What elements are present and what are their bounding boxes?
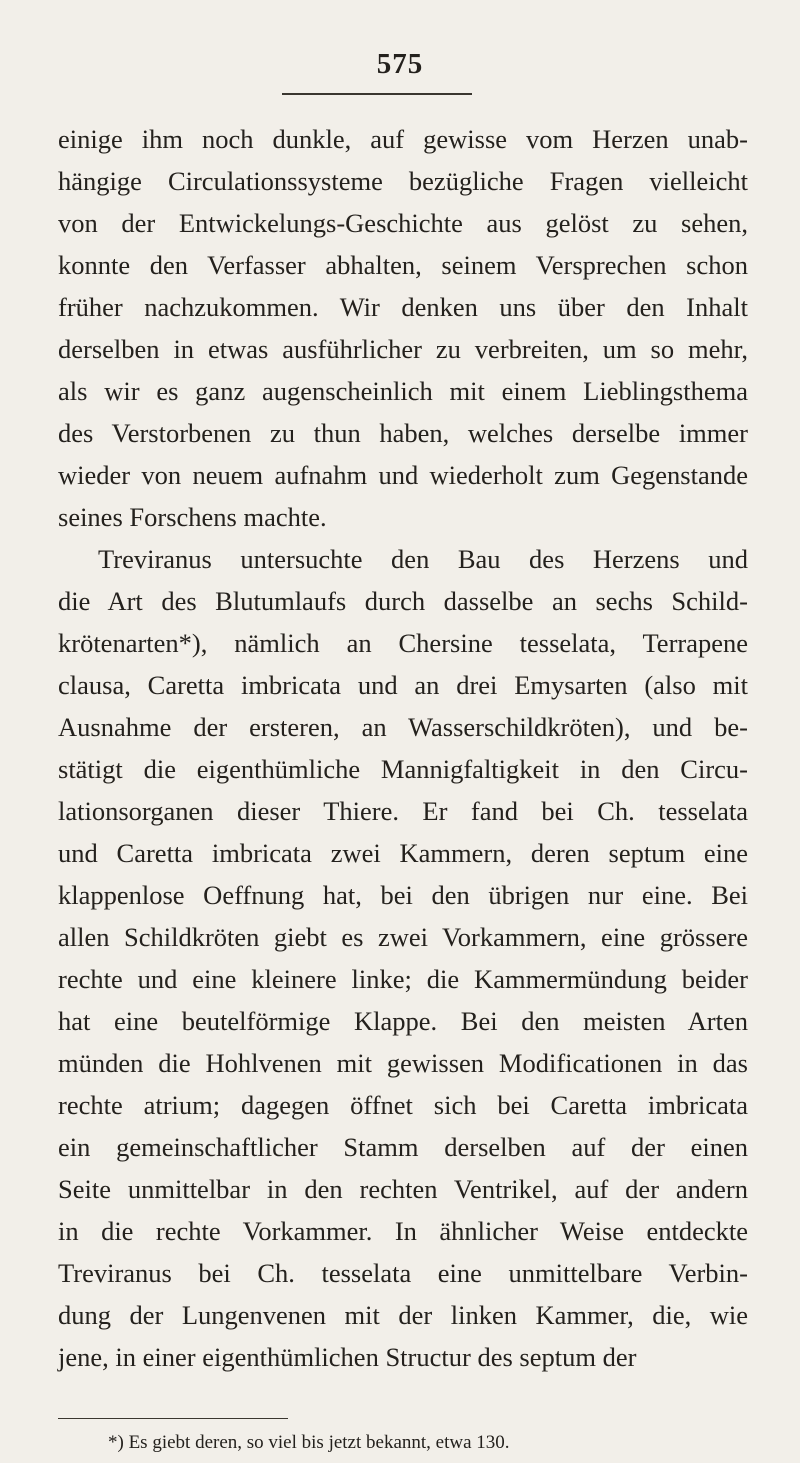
text-line: früher nachzukommen. Wir denken uns über den Inhalt bbox=[58, 292, 748, 322]
text-line: hängige Circulationssysteme bezügliche Fragen vielleicht bbox=[58, 166, 748, 196]
text-line: seines Forschens machte. bbox=[58, 502, 327, 532]
text-line: als wir es ganz augenscheinlich mit einem Lieblingsthema bbox=[58, 376, 748, 406]
text-line: Treviranus untersuchte den Bau des Herzens und bbox=[98, 544, 748, 574]
text-line: klappenlose Oeffnung hat, bei den übrigen nur eine. Bei bbox=[58, 880, 748, 910]
header-rule bbox=[282, 93, 472, 95]
text-line: und Caretta imbricata zwei Kammern, deren septum eine bbox=[58, 838, 748, 868]
footnote-rule bbox=[58, 1418, 288, 1419]
text-line: münden die Hohlvenen mit gewissen Modificationen in das bbox=[58, 1048, 748, 1078]
text-line: die Art des Blutumlaufs durch dasselbe an sechs Schild- bbox=[58, 586, 748, 616]
text-line: Treviranus bei Ch. tesselata eine unmittelbare Verbin- bbox=[58, 1258, 748, 1288]
text-line: dung der Lungenvenen mit der linken Kammer, die, wie bbox=[58, 1300, 748, 1330]
text-line: jene, in einer eigenthümlichen Structur des septum der bbox=[58, 1342, 637, 1372]
text-line: ein gemeinschaftlicher Stamm derselben auf der einen bbox=[58, 1132, 748, 1162]
footnote: *) Es giebt deren, so viel bis jetzt bekannt, etwa 130. bbox=[108, 1432, 510, 1453]
text-line: hat eine beutelförmige Klappe. Bei den meisten Arten bbox=[58, 1006, 748, 1036]
text-line: einige ihm noch dunkle, auf gewisse vom Herzen unab- bbox=[58, 124, 748, 154]
text-line: in die rechte Vorkammer. In ähnlicher Weise entdeckte bbox=[58, 1216, 748, 1246]
text-line: derselben in etwas ausführlicher zu verbreiten, um so mehr, bbox=[58, 334, 748, 364]
page-number: 575 bbox=[376, 48, 424, 80]
text-line: des Verstorbenen zu thun haben, welches derselbe immer bbox=[58, 418, 748, 448]
text-line: rechte atrium; dagegen öffnet sich bei Caretta imbricata bbox=[58, 1090, 748, 1120]
text-line: allen Schildkröten giebt es zwei Vorkammern, eine grössere bbox=[58, 922, 748, 952]
text-line: wieder von neuem aufnahm und wiederholt zum Gegenstande bbox=[58, 460, 748, 490]
text-line: clausa, Caretta imbricata und an drei Emysarten (also mit bbox=[58, 670, 748, 700]
text-line: rechte und eine kleinere linke; die Kammermündung beider bbox=[58, 964, 748, 994]
text-line: Ausnahme der ersteren, an Wasserschildkröten), und be- bbox=[58, 712, 748, 742]
text-line: Seite unmittelbar in den rechten Ventrikel, auf der andern bbox=[58, 1174, 748, 1204]
text-line: konnte den Verfasser abhalten, seinem Versprechen schon bbox=[58, 250, 748, 280]
text-line: von der Entwickelungs-Geschichte aus gelöst zu sehen, bbox=[58, 208, 748, 238]
text-line: stätigt die eigenthümliche Mannigfaltigkeit in den Circu- bbox=[58, 754, 748, 784]
text-line: lationsorganen dieser Thiere. Er fand bei Ch. tesselata bbox=[58, 796, 748, 826]
text-line: krötenarten*), nämlich an Chersine tesselata, Terrapene bbox=[58, 628, 748, 658]
